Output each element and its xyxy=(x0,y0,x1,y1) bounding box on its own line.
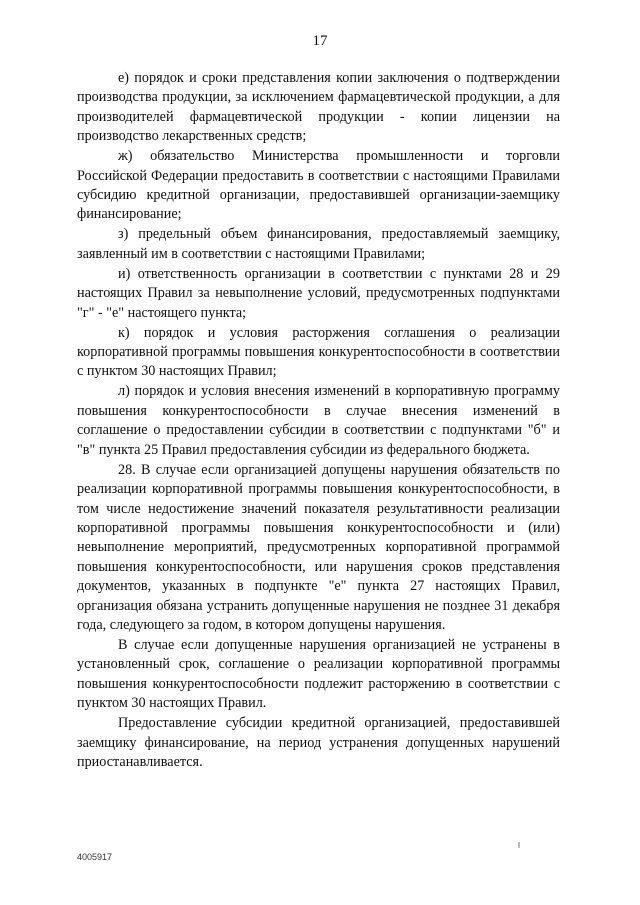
paragraph-item-i: и) ответственность организации в соответствии с пунктами 28 и 29 настоящих Правил за невыполнение условий, предусмотренных подпунктами "г" - "е" настоящего пункта; xyxy=(77,265,560,321)
paragraph-item-e: е) порядок и сроки представления копии заключения о подтверждении производства продукции, за исключением фармацевтической продукции, а для производителей фармацевтической продукции - копии лицензии на производство лекарственных средств; xyxy=(77,70,560,145)
paragraph-item-z: з) предельный объем финансирования, предоставляемый заемщику, заявленный им в соответствии с настоящими Правилами; xyxy=(77,226,560,262)
paragraph-item-l: л) порядок и условия внесения изменений в корпоративную программу повышения конкурентоспособности в случае внесения изменений в соглашение о предоставлении субсидии в соответствии с подпунктами "б" и "в" пункта 25 Правил предоставления субсидии из федерального бюджета. xyxy=(77,383,560,458)
document-body xyxy=(77,69,560,772)
paragraph-clause-28: 28. В случае если организацией допущены нарушения обязательств по реализации корпоративной программы повышения конкурентоспособности, в том числе недостижение значений показателя результативности реализации корпоративной программы повышения конкурентоспособности и (или) невыполнение мероприятий, предусмотренных корпоративной программой повышения конкурентоспособности, или нарушения сроков представления документов, указанных в подпункте "е" пункта 27 настоящих Правил, организация обязана устранить допущенные нарушения не позднее 31 декабря года, следующего за годом, в котором допущены нарушения. xyxy=(77,461,560,633)
paragraph-item-k: к) порядок и условия расторжения соглашения о реализации корпоративной программы повышения конкурентоспособности в соответствии с пунктом 30 настоящих Правил; xyxy=(77,324,560,380)
scan-mark xyxy=(518,842,520,848)
paragraph-item-zh: ж) обязательство Министерства промышленности и торговли Российской Федерации предоставить в соответствии с настоящими Правилами субсидию кредитной организации, предоставившей организации-заемщику финансирование; xyxy=(77,148,560,223)
document-code: 4005917 xyxy=(77,852,113,862)
paragraph-suspension: Предоставление субсидии кредитной организацией, предоставившей заемщику финансирование, на период устранения допущенных нарушений приостанавливается. xyxy=(77,715,560,770)
paragraph-termination: В случае если допущенные нарушения организацией не устранены в установленный срок, соглашение о реализации корпоративной программы повышения конкурентоспособности подлежит расторжению в соответствии с пунктом 30 настоящих Правил. xyxy=(77,636,560,712)
page-number: 17 xyxy=(312,33,328,49)
